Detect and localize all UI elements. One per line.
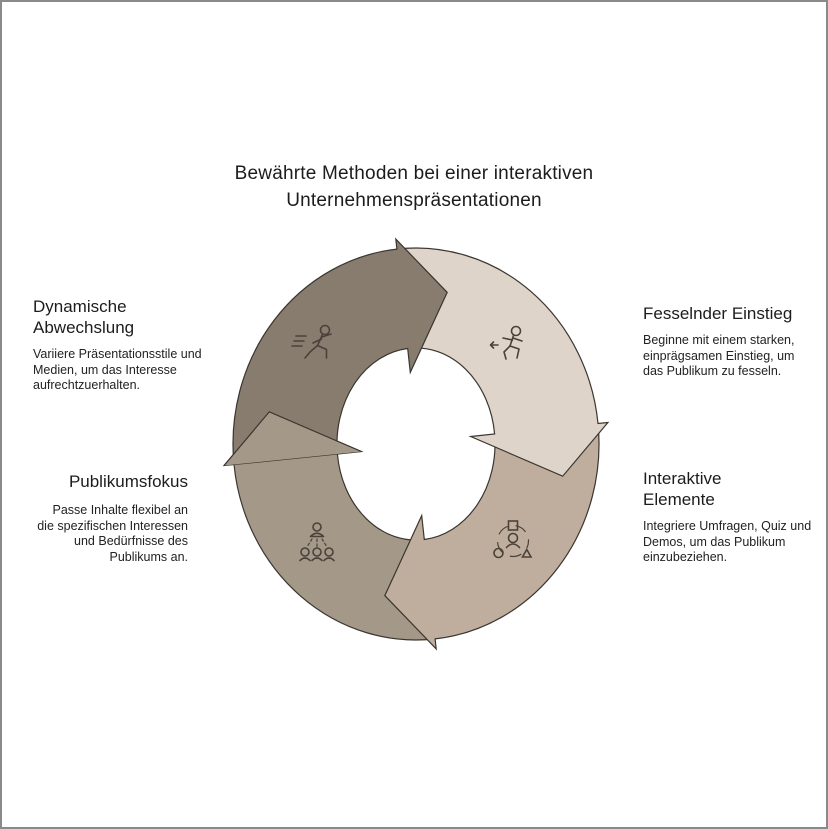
step-description: Beginne mit einem starken, einprägsamen Einstieg, um das Publikum zu fesseln. — [643, 333, 795, 378]
step-description: Integriere Umfragen, Quiz und Demos, um das Publikum einzubeziehen. — [643, 519, 812, 564]
step-description: Variiere Präsentationsstile und Medien, um das Interesse aufrechtzuerhalten. — [33, 347, 202, 392]
step-heading: Interaktive Elemente — [643, 469, 722, 509]
step-heading: Publikumsfokus — [68, 472, 188, 491]
step-fesselnder-einstieg — [643, 303, 805, 380]
step-heading: Fesselnder Einstieg — [643, 304, 793, 323]
page-title-line-2: Unternehmenspräsentationen — [286, 190, 542, 211]
step-interaktive-elemente — [643, 468, 815, 566]
step-heading: Dynamische Abwechslung — [33, 297, 135, 337]
step-dynamische-abwechslung — [33, 296, 203, 394]
cycle-segments — [224, 239, 608, 649]
page-title-line-1: Bewährte Methoden bei einer interaktiven — [234, 163, 594, 184]
step-description: Passe Inhalte flexibel an die spezifischen Interessen und Bedürfnisse des Publikums an. — [37, 503, 188, 564]
step-publikumsfokus — [18, 471, 188, 565]
